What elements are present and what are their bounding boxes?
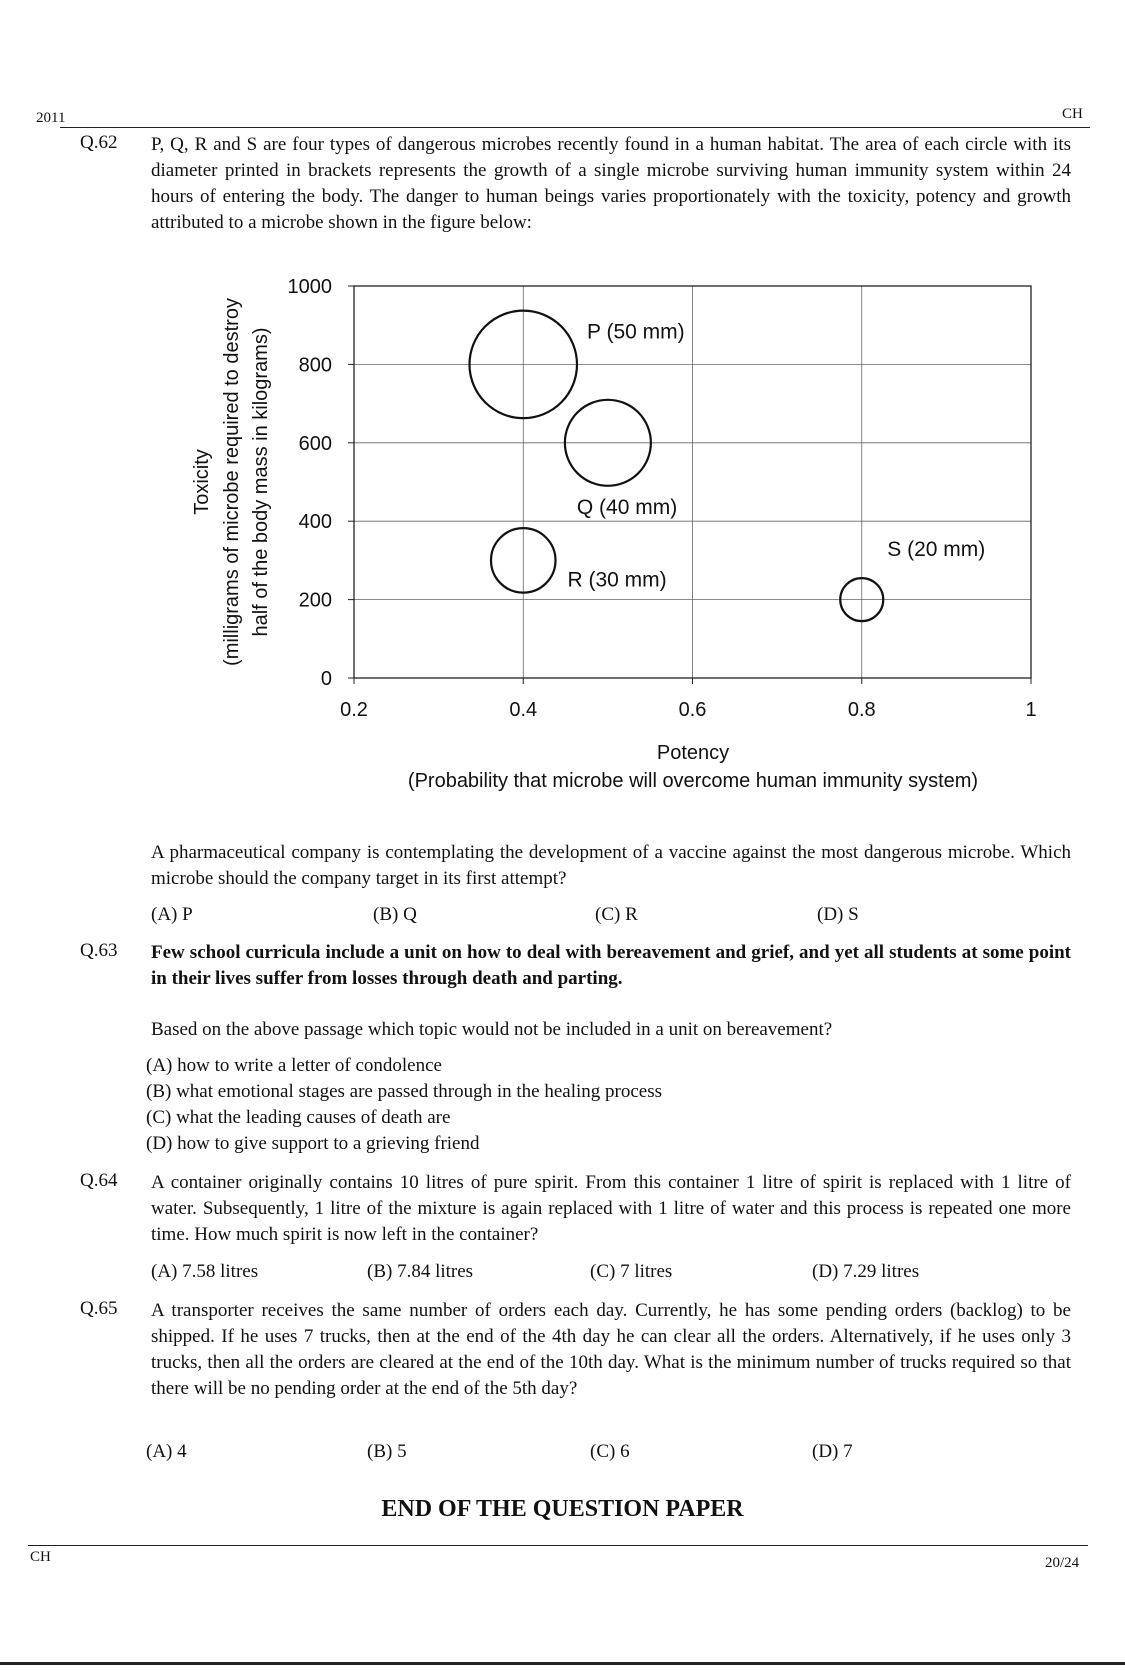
- bubble-label-p: P (50 mm): [587, 320, 685, 344]
- y-axis-label: Toxicity: [191, 449, 213, 515]
- q62-option-d[interactable]: (D) S: [817, 904, 859, 925]
- x-tick-label: 0.4: [509, 699, 538, 721]
- y-tick-label: 800: [298, 354, 332, 377]
- y-tick-label: 0: [320, 668, 332, 690]
- q65-number: Q.65: [80, 1298, 118, 1319]
- q63-number: Q.63: [80, 940, 118, 961]
- q64-option-c[interactable]: (C) 7 litres: [590, 1261, 673, 1282]
- q63-option-c[interactable]: (C) what the leading causes of death are: [146, 1107, 451, 1128]
- q62-text: P, Q, R and S are four types of dangerous microbes recently found in a human habitat. The area of each circle with its diameter printed in brackets represents the growth of a single microbe surviving human immunity system within 24 hours of entering the body. The danger to human beings varies proportionately with the toxicity, potency and growth attributed to a microbe shown in the figure below:: [151, 134, 1071, 233]
- x-tick-label: 0.6: [678, 699, 707, 721]
- q62-number: Q.62: [80, 132, 118, 153]
- y-axis-sublabel-1: (milligrams of microbe required to destroy: [221, 298, 243, 666]
- q65-option-d[interactable]: (D) 7: [812, 1441, 853, 1462]
- x-axis-sublabel: (Probability that microbe will overcome human immunity system): [407, 770, 979, 792]
- y-tick-label: 400: [298, 511, 332, 534]
- q64-option-a[interactable]: (A) 7.58 litres: [151, 1261, 259, 1282]
- q65-text: A transporter receives the same number of orders each day. Currently, he has some pending orders (backlog) to be shipped. If he uses 7 trucks, then at the end of the 4th day he can clear all the orders. Alternatively, if he uses only 3 trucks, then all the orders are cleared at the end of the 10th day. What is the minimum number of trucks required so that there will be no pending order at the end of the 5th day?: [151, 1300, 1071, 1399]
- end-note: END OF THE QUESTION PAPER: [381, 1496, 744, 1522]
- bubble-label-s: S (20 mm): [887, 538, 986, 562]
- footer-rule: [28, 1545, 1088, 1546]
- x-axis-label: Potency: [656, 742, 730, 764]
- q62-option-c[interactable]: (C) R: [595, 904, 638, 925]
- bottom-border: [0, 1662, 1125, 1665]
- q63-text: Few school curricula include a unit on how to deal with bereavement and grief, and yet all students at some point in their lives suffer from losses through death and parting.: [151, 942, 1071, 989]
- q62-option-a[interactable]: (A) P: [151, 904, 193, 925]
- q65-option-c[interactable]: (C) 6: [590, 1441, 630, 1462]
- bubble-label-r: R (30 mm): [567, 568, 667, 592]
- bubble-chart: [0, 255, 1125, 815]
- y-axis-sublabel-2: half of the body mass in kilograms): [250, 327, 272, 637]
- x-tick-label: 1: [1025, 699, 1037, 721]
- footer-code: CH: [30, 1549, 51, 1565]
- q63-option-a[interactable]: (A) how to write a letter of condolence: [146, 1055, 442, 1076]
- y-tick-label: 600: [298, 432, 332, 455]
- q64-text: A container originally contains 10 litres of pure spirit. From this container 1 litre of spirit is replaced with 1 litre of water. Subsequently, 1 litre of the mixture is again replaced with 1 litre of water and this process is repeated one more time. How much spirit is now left in the container?: [151, 1172, 1071, 1245]
- q63-option-d[interactable]: (D) how to give support to a grieving friend: [146, 1133, 480, 1154]
- header-code: CH: [1062, 106, 1083, 122]
- q63-question: Based on the above passage which topic would not be included in a unit on bereavement?: [151, 1019, 833, 1040]
- q63-option-b[interactable]: (B) what emotional stages are passed through in the healing process: [146, 1081, 663, 1102]
- y-tick-label: 1000: [287, 276, 332, 298]
- x-tick-label: 0.8: [847, 699, 876, 721]
- footer-page: 20/24: [1045, 1555, 1080, 1571]
- q65-option-a[interactable]: (A) 4: [146, 1441, 187, 1462]
- q64-option-b[interactable]: (B) 7.84 litres: [367, 1261, 474, 1282]
- q62-option-b[interactable]: (B) Q: [373, 904, 417, 925]
- header-rule: [60, 127, 1090, 128]
- q64-option-d[interactable]: (D) 7.29 litres: [812, 1261, 920, 1282]
- y-tick-label: 200: [298, 589, 332, 612]
- q62-question: A pharmaceutical company is contemplating the development of a vaccine against the most dangerous microbe. Which microbe should the company target in its first attempt?: [151, 842, 1071, 889]
- bubble-label-q: Q (40 mm): [576, 495, 678, 519]
- header-year: 2011: [36, 110, 66, 126]
- q64-number: Q.64: [80, 1170, 118, 1191]
- x-tick-label: 0.2: [340, 699, 368, 721]
- q65-option-b[interactable]: (B) 5: [367, 1441, 407, 1462]
